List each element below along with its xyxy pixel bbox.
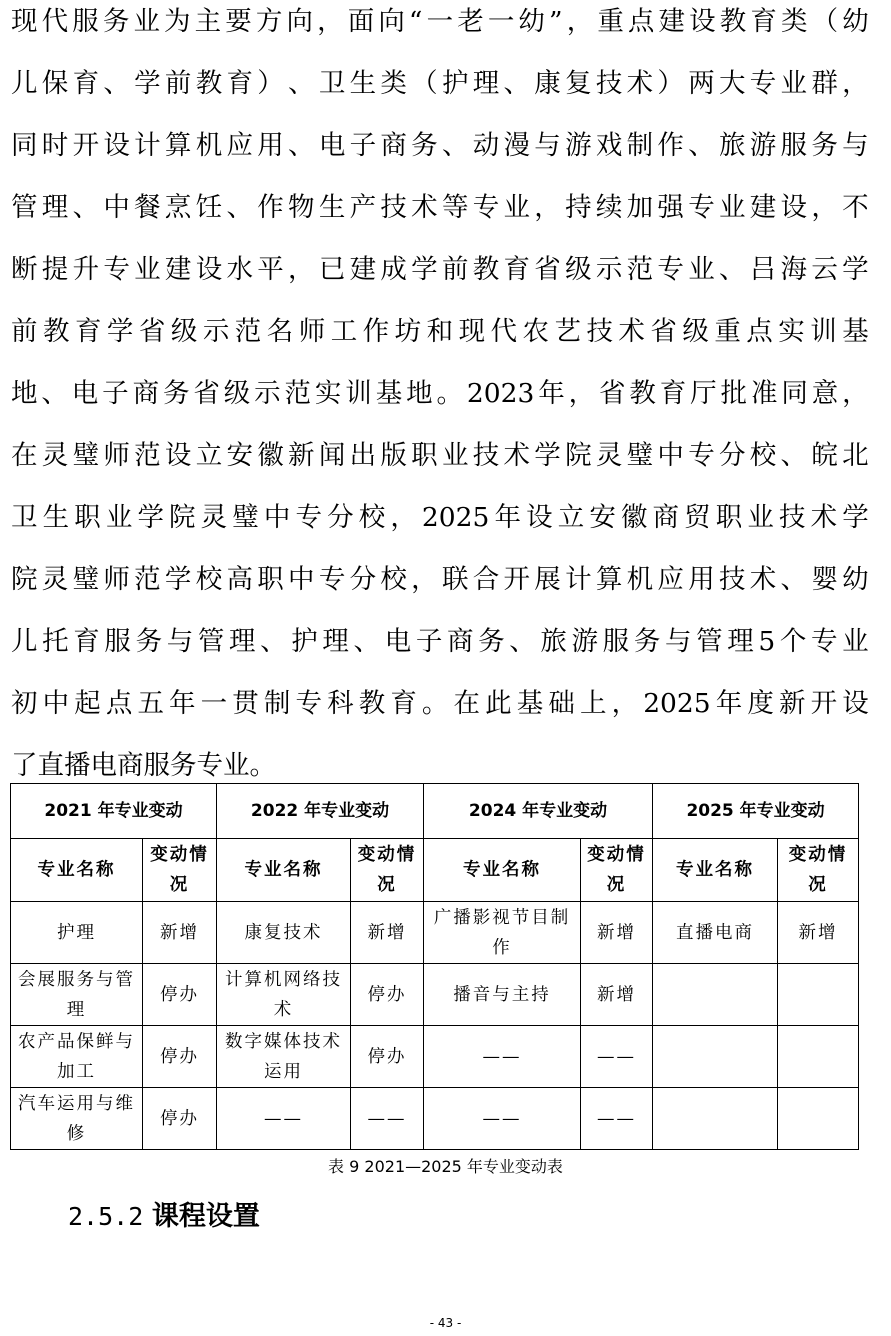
table-cell: 播音与主持 <box>424 964 581 1026</box>
section-heading <box>68 1194 260 1233</box>
year-header: 2024 年专业变动 <box>424 784 653 839</box>
table-cell <box>653 1088 778 1150</box>
body-line: 卫 生 职 业 学 院 灵 璧 中 专 分 校 ， 2025 年 设 立 安 徽 商 贸 职 业 技 术 学 <box>11 502 869 533</box>
page-number: - 43 - <box>429 1316 462 1330</box>
table-cell: 新增 <box>351 902 424 964</box>
table-cell <box>653 1026 778 1088</box>
table-cell: 广播影视节目制作 <box>424 902 581 964</box>
col-header-name: 专业名称 <box>11 839 143 902</box>
table-row <box>11 1026 859 1088</box>
year-header: 2022 年专业变动 <box>217 784 424 839</box>
table-cell <box>778 1088 859 1150</box>
table-cell <box>778 964 859 1026</box>
body-line: 院 灵 璧 师 范 学 校 高 职 中 专 分 校 ， 联 合 开 展 计 算 机 应 用 技 术 、 婴 幼 <box>11 564 869 595</box>
section-title: 课程设置 <box>151 1201 260 1232</box>
table-cell: 停办 <box>143 1088 217 1150</box>
table-row <box>11 964 859 1026</box>
body-paragraph <box>11 0 869 806</box>
table-cell: —— <box>424 1026 581 1088</box>
table-row <box>11 902 859 964</box>
year-header: 2021 年专业变动 <box>11 784 217 839</box>
table-cell: 停办 <box>351 1026 424 1088</box>
table-cell: —— <box>424 1088 581 1150</box>
table-column-header-row <box>11 839 859 902</box>
col-header-name: 专业名称 <box>424 839 581 902</box>
table-year-header-row <box>11 784 859 839</box>
col-header-name: 专业名称 <box>217 839 351 902</box>
body-line: 地 、 电 子 商 务 省 级 示 范 实 训 基 地 。 2023 年 ， 省 教 育 厅 批 准 同 意 ， <box>11 378 869 409</box>
table-cell: 农产品保鲜与加工 <box>11 1026 143 1088</box>
table-cell: 停办 <box>351 964 424 1026</box>
col-header-change: 变动情况 <box>351 839 424 902</box>
body-line: 了直播电商服务专业。 <box>11 750 276 781</box>
body-line: 管 理 、 中 餐 烹 饪 、 作 物 生 产 技 术 等 专 业 ， 持 续 加 强 专 业 建 设 ， 不 <box>11 192 869 223</box>
body-line: 现 代 服 务 业 为 主 要 方 向 ， 面 向 “ 一 老 一 幼 ” ， 重 点 建 设 教 育 类 （ 幼 <box>11 6 869 37</box>
table-cell <box>778 1026 859 1088</box>
table-cell: —— <box>217 1088 351 1150</box>
table-row <box>11 1088 859 1150</box>
body-line: 儿 保 育 、 学 前 教 育 ） 、 卫 生 类 （ 护 理 、 康 复 技 术 ） 两 大 专 业 群 ， <box>11 68 869 99</box>
table-cell: 新增 <box>581 964 653 1026</box>
table-cell: 护理 <box>11 902 143 964</box>
table-caption: 表 9 2021—2025 年专业变动表 <box>328 1157 563 1176</box>
table-cell: —— <box>351 1088 424 1150</box>
table-cell: 直播电商 <box>653 902 778 964</box>
table-cell: 新增 <box>778 902 859 964</box>
body-line: 在 灵 璧 师 范 设 立 安 徽 新 闻 出 版 职 业 技 术 学 院 灵 璧 中 专 分 校 、 皖 北 <box>11 440 869 471</box>
table-cell: 停办 <box>143 1026 217 1088</box>
table-cell: —— <box>581 1088 653 1150</box>
col-header-change: 变动情况 <box>778 839 859 902</box>
col-header-name: 专业名称 <box>653 839 778 902</box>
table-cell: —— <box>581 1026 653 1088</box>
table-cell: 新增 <box>143 902 217 964</box>
table-cell: 康复技术 <box>217 902 351 964</box>
col-header-change: 变动情况 <box>143 839 217 902</box>
table-cell: 汽车运用与维修 <box>11 1088 143 1150</box>
col-header-change: 变动情况 <box>581 839 653 902</box>
table-cell: 会展服务与管理 <box>11 964 143 1026</box>
section-number: 2.5.2 <box>68 1202 144 1231</box>
body-line: 儿 托 育 服 务 与 管 理 、 护 理 、 电 子 商 务 、 旅 游 服 务 与 管 理 5 个 专 业 <box>11 626 869 657</box>
body-line: 同 时 开 设 计 算 机 应 用 、 电 子 商 务 、 动 漫 与 游 戏 制 作 、 旅 游 服 务 与 <box>11 130 869 161</box>
body-line: 初 中 起 点 五 年 一 贯 制 专 科 教 育 。 在 此 基 础 上 ， 2025 年 度 新 开 设 <box>11 688 869 719</box>
table-cell: 新增 <box>581 902 653 964</box>
table-cell: 数字媒体技术运用 <box>217 1026 351 1088</box>
body-line: 前 教 育 学 省 级 示 范 名 师 工 作 坊 和 现 代 农 艺 技 术 省 级 重 点 实 训 基 <box>11 316 869 347</box>
body-line: 断 提 升 专 业 建 设 水 平 ， 已 建 成 学 前 教 育 省 级 示 范 专 业 、 吕 海 云 学 <box>11 254 869 285</box>
table-cell: 停办 <box>143 964 217 1026</box>
table-cell <box>653 964 778 1026</box>
major-change-table <box>10 783 859 1150</box>
year-header: 2025 年专业变动 <box>653 784 859 839</box>
table-cell: 计算机网络技术 <box>217 964 351 1026</box>
